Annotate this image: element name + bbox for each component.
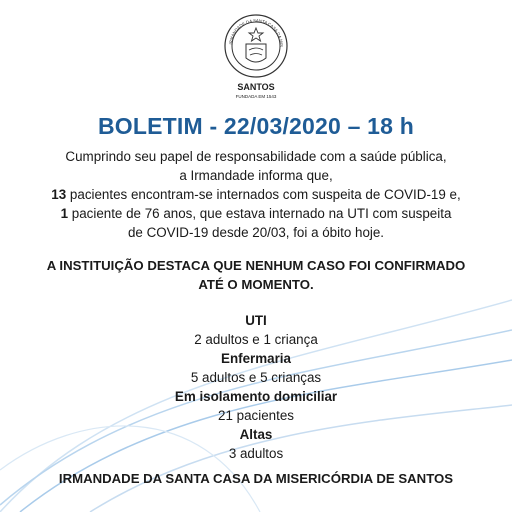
intro-line-2: a Irmandade informa que, (179, 168, 333, 183)
stat-heading-uti: UTI (245, 313, 267, 328)
institution-footer: IRMANDADE DA SANTA CASA DA MISERICÓRDIA DE SANTOS (58, 471, 454, 486)
notice-line-2: ATÉ O MOMENTO. (198, 277, 314, 292)
intro-line-5: de COVID-19 desde 20/03, foi a óbito hoje. (127, 225, 385, 240)
stat-heading-isolamento: Em isolamento domiciliar (174, 389, 338, 404)
stat-heading-altas: Altas (239, 427, 273, 442)
seal-ring-text: IRMANDADE DA SANTA CASA DA MIS (228, 17, 285, 47)
intro-line-3 (0, 185, 512, 204)
suspected-count: 13 (51, 187, 67, 202)
logo-founded: FUNDADA EM 1543 (235, 94, 277, 99)
stat-heading-enfermaria: Enfermaria (221, 351, 291, 366)
stat-value-enfermaria: 5 adultos e 5 crianças (190, 370, 322, 385)
notice-line-1: A INSTITUIÇÃO DESTACA QUE NENHUM CASO FOI CONFIRMADO (46, 258, 466, 273)
santa-casa-seal-icon (222, 6, 290, 106)
stat-value-altas: 3 adultos (228, 446, 284, 461)
stat-value-uti: 2 adultos e 1 criança (194, 332, 318, 347)
intro-line-3-text: pacientes encontram-se internados com suspeita de COVID-19 e, (66, 187, 461, 202)
stat-value-isolamento: 21 pacientes (218, 408, 294, 423)
logo-city: SANTOS (237, 82, 275, 92)
patient-stats (0, 311, 512, 463)
bulletin-title: BOLETIM - 22/03/2020 – 18 h (97, 113, 415, 139)
intro-line-4-text: paciente de 76 anos, que estava internado na UTI com suspeita (68, 206, 452, 221)
notice-block (0, 256, 512, 294)
santa-casa-logo (222, 6, 290, 106)
intro-line-4 (0, 204, 512, 223)
intro-line-1: Cumprindo seu papel de responsabilidade com a saúde pública, (65, 149, 447, 164)
death-count: 1 (60, 206, 69, 221)
intro-paragraph (0, 147, 512, 242)
